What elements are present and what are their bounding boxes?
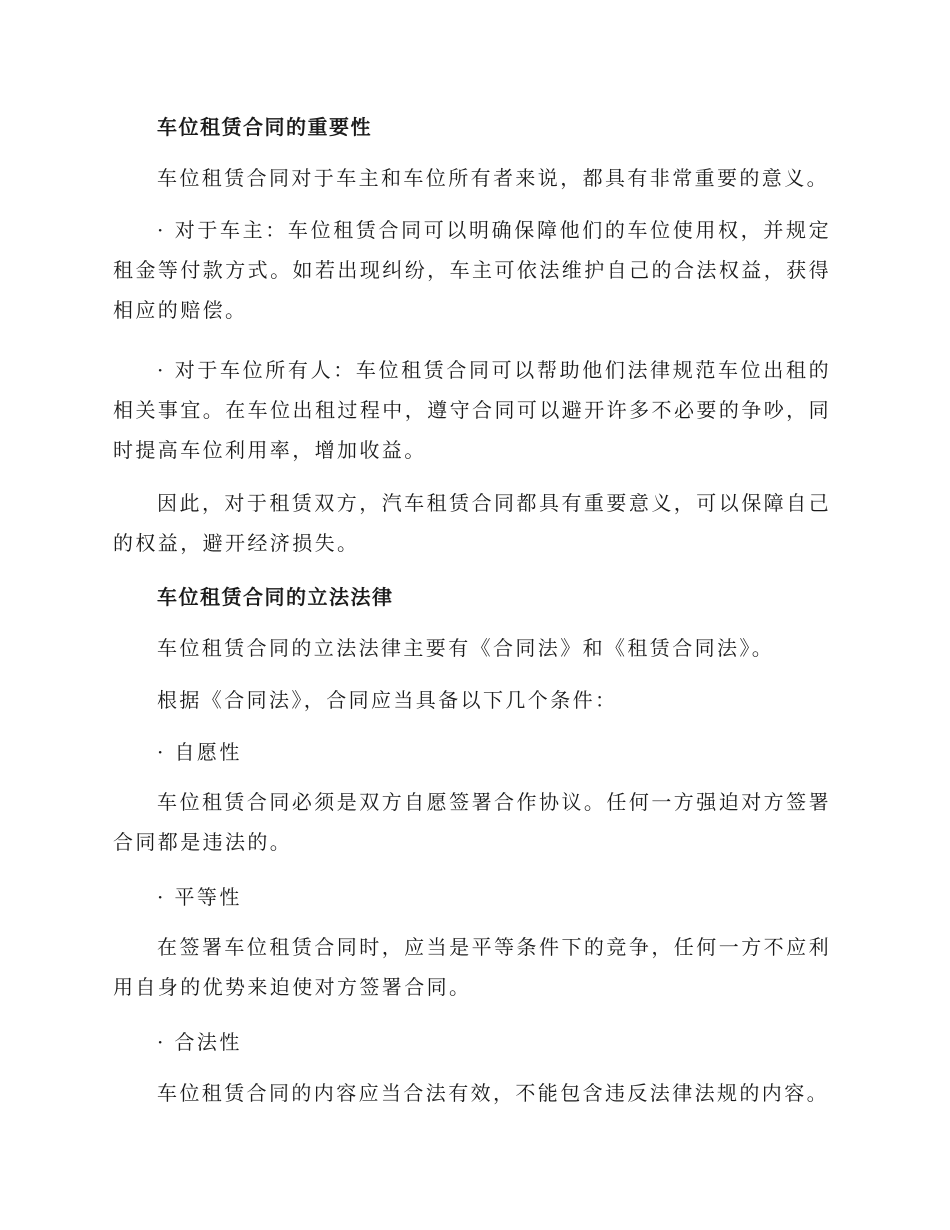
- bullet-car-owner: · 对于车主：车位租赁合同可以明确保障他们的车位使用权，并规定租金等付款方式。如若出现纠纷，车主可依法维护自己的合法权益，获得相应的赔偿。: [113, 218, 831, 322]
- bullet-equality: · 平等性: [157, 885, 242, 909]
- section-heading-importance: 车位租赁合同的重要性: [157, 115, 372, 139]
- paragraph-legality: 车位租赁合同的内容应当合法有效，不能包含违反法律法规的内容。: [157, 1081, 829, 1105]
- paragraph-intro-importance: 车位租赁合同对于车主和车位所有者来说，都具有非常重要的意义。: [157, 166, 829, 190]
- section-heading-law: 车位租赁合同的立法法律: [157, 585, 394, 609]
- bullet-legality: · 合法性: [157, 1030, 242, 1054]
- paragraph-law-conditions: 根据《合同法》，合同应当具备以下几个条件：: [157, 688, 618, 712]
- paragraph-conclusion-importance: 因此，对于租赁双方，汽车租赁合同都具有重要意义，可以保障自己的权益，避开经济损失。: [113, 491, 831, 555]
- bullet-voluntary: · 自愿性: [157, 740, 242, 764]
- paragraph-law-intro: 车位租赁合同的立法法律主要有《合同法》和《租赁合同法》。: [157, 636, 775, 660]
- bullet-space-owner: · 对于车位所有人：车位租赁合同可以帮助他们法律规范车位出租的相关事宜。在车位出租过程中，遵守合同可以避开许多不必要的争吵，同时提高车位利用率，增加收益。: [113, 358, 831, 462]
- paragraph-voluntary: 车位租赁合同必须是双方自愿签署合作协议。任何一方强迫对方签署合同都是违法的。: [113, 790, 831, 854]
- paragraph-equality: 在签署车位租赁合同时，应当是平等条件下的竞争，任何一方不应利用自身的优势来迫使对方签署合同。: [113, 935, 831, 999]
